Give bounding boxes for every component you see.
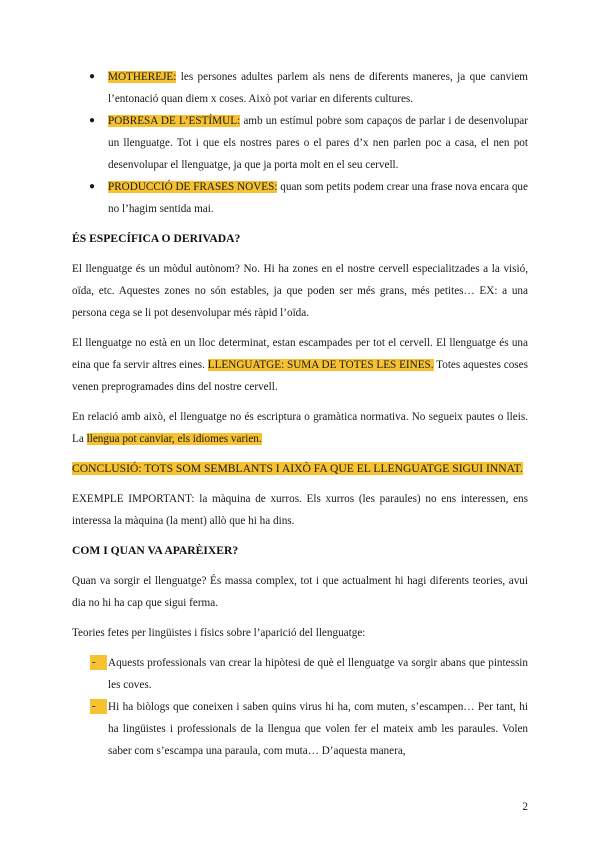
section-heading: ÉS ESPECÍFICA O DERIVADA? xyxy=(72,232,241,245)
paragraph: El llenguatge és un mòdul autònom? No. Hi ha zones en el nostre cervell especialitzades a la visió, oïda, etc. Aquestes zones no són estables, ja que poden ser més grans, més petites… EX: a una persona cega se li pot desenvolupar més ràpid l’oïda. xyxy=(72,263,528,319)
page-number: 2 xyxy=(522,801,528,813)
paragraph: Quan va sorgir el llenguatge? És massa complex, tot i que actualment hi hagi diferents teories, avui dia no hi ha cap que sigui ferma. xyxy=(72,575,528,609)
list-item xyxy=(72,110,528,176)
paragraph-text: En relació amb això, el llenguatge no és escriptura o gramàtica normativa. No segueix pautes o lleis. La xyxy=(72,411,528,445)
list-item xyxy=(72,176,528,220)
paragraph xyxy=(72,332,528,398)
section-heading: COM I QUAN VA APARÈIXER? xyxy=(72,544,239,557)
paragraph-text: El llenguatge no està en un lloc determinat, estan escampades per tot el cervell. El llenguatge és una eina que fa servir altres eines. xyxy=(72,337,528,371)
paragraph-text: Totes aquestes coses venen preprogramades dins del nostre cervell. xyxy=(72,359,528,393)
list-item xyxy=(72,696,528,762)
item-highlight: MOTHEREJE: xyxy=(108,71,177,83)
item-text: quan som petits podem crear una frase nova encara que no l’hagim sentida mai. xyxy=(108,181,528,215)
bullet-icon: ● xyxy=(89,181,96,192)
paragraph-highlight: llengua pot canviar, els idiomes varien. xyxy=(86,433,262,445)
paragraph: Teories fetes per lingüistes i físics sobre l’aparició del llenguatge: xyxy=(72,627,366,639)
paragraph xyxy=(72,406,528,450)
theories-list xyxy=(72,652,528,762)
item-text: Hi ha biòlogs que coneixen i saben quins virus hi ha, com muten, s’escampen… Per tant, hi ha lingüistes i professionals de la llengua que volen fer el mateix amb les paraules. Volen saber com s’escampa una paraula, com muta… D’aquesta manera, xyxy=(108,701,528,757)
item-text: les persones adultes parlem als nens de diferents maneres, ja que canviem l’entonació quan diem x coses. Això pot variar en diferents cultures. xyxy=(108,71,528,105)
paragraph: EXEMPLE IMPORTANT: la màquina de xurros. Els xurros (les paraules) no ens interessen, ens interessa la màquina (la ment) allò que hi ha dins. xyxy=(72,493,528,527)
dash-marker: - xyxy=(90,699,107,714)
criteria-list xyxy=(72,66,528,220)
item-text: Aquests professionals van crear la hipòtesi de què el llenguatge va sorgir abans que pintessin les coves. xyxy=(108,657,528,691)
bullet-icon: ● xyxy=(89,115,96,126)
dash-marker: - xyxy=(90,655,107,670)
conclusion-highlight: CONCLUSIÓ: TOTS SOM SEMBLANTS I AIXÒ FA QUE EL LLENGUATGE SIGUI INNAT. xyxy=(72,462,523,475)
list-item xyxy=(72,66,528,110)
conclusion xyxy=(72,458,528,480)
bullet-icon: ● xyxy=(89,71,96,82)
item-highlight: PRODUCCIÓ DE FRASES NOVES: xyxy=(108,181,278,193)
item-text: amb un estímul pobre som capaços de parlar i de desenvolupar un llenguatge. Tot i que els nostres pares o el pares d’x nen parlen poc a casa, el nen pot desenvolupar el llenguatge, ja que ja porta molt en el seu cervell. xyxy=(108,115,528,171)
list-item xyxy=(72,652,528,696)
item-highlight: POBRESA DE L’ESTÍMUL: xyxy=(108,115,241,127)
paragraph-highlight: LLENGUATGE: SUMA DE TOTES LES EINES. xyxy=(207,359,434,371)
